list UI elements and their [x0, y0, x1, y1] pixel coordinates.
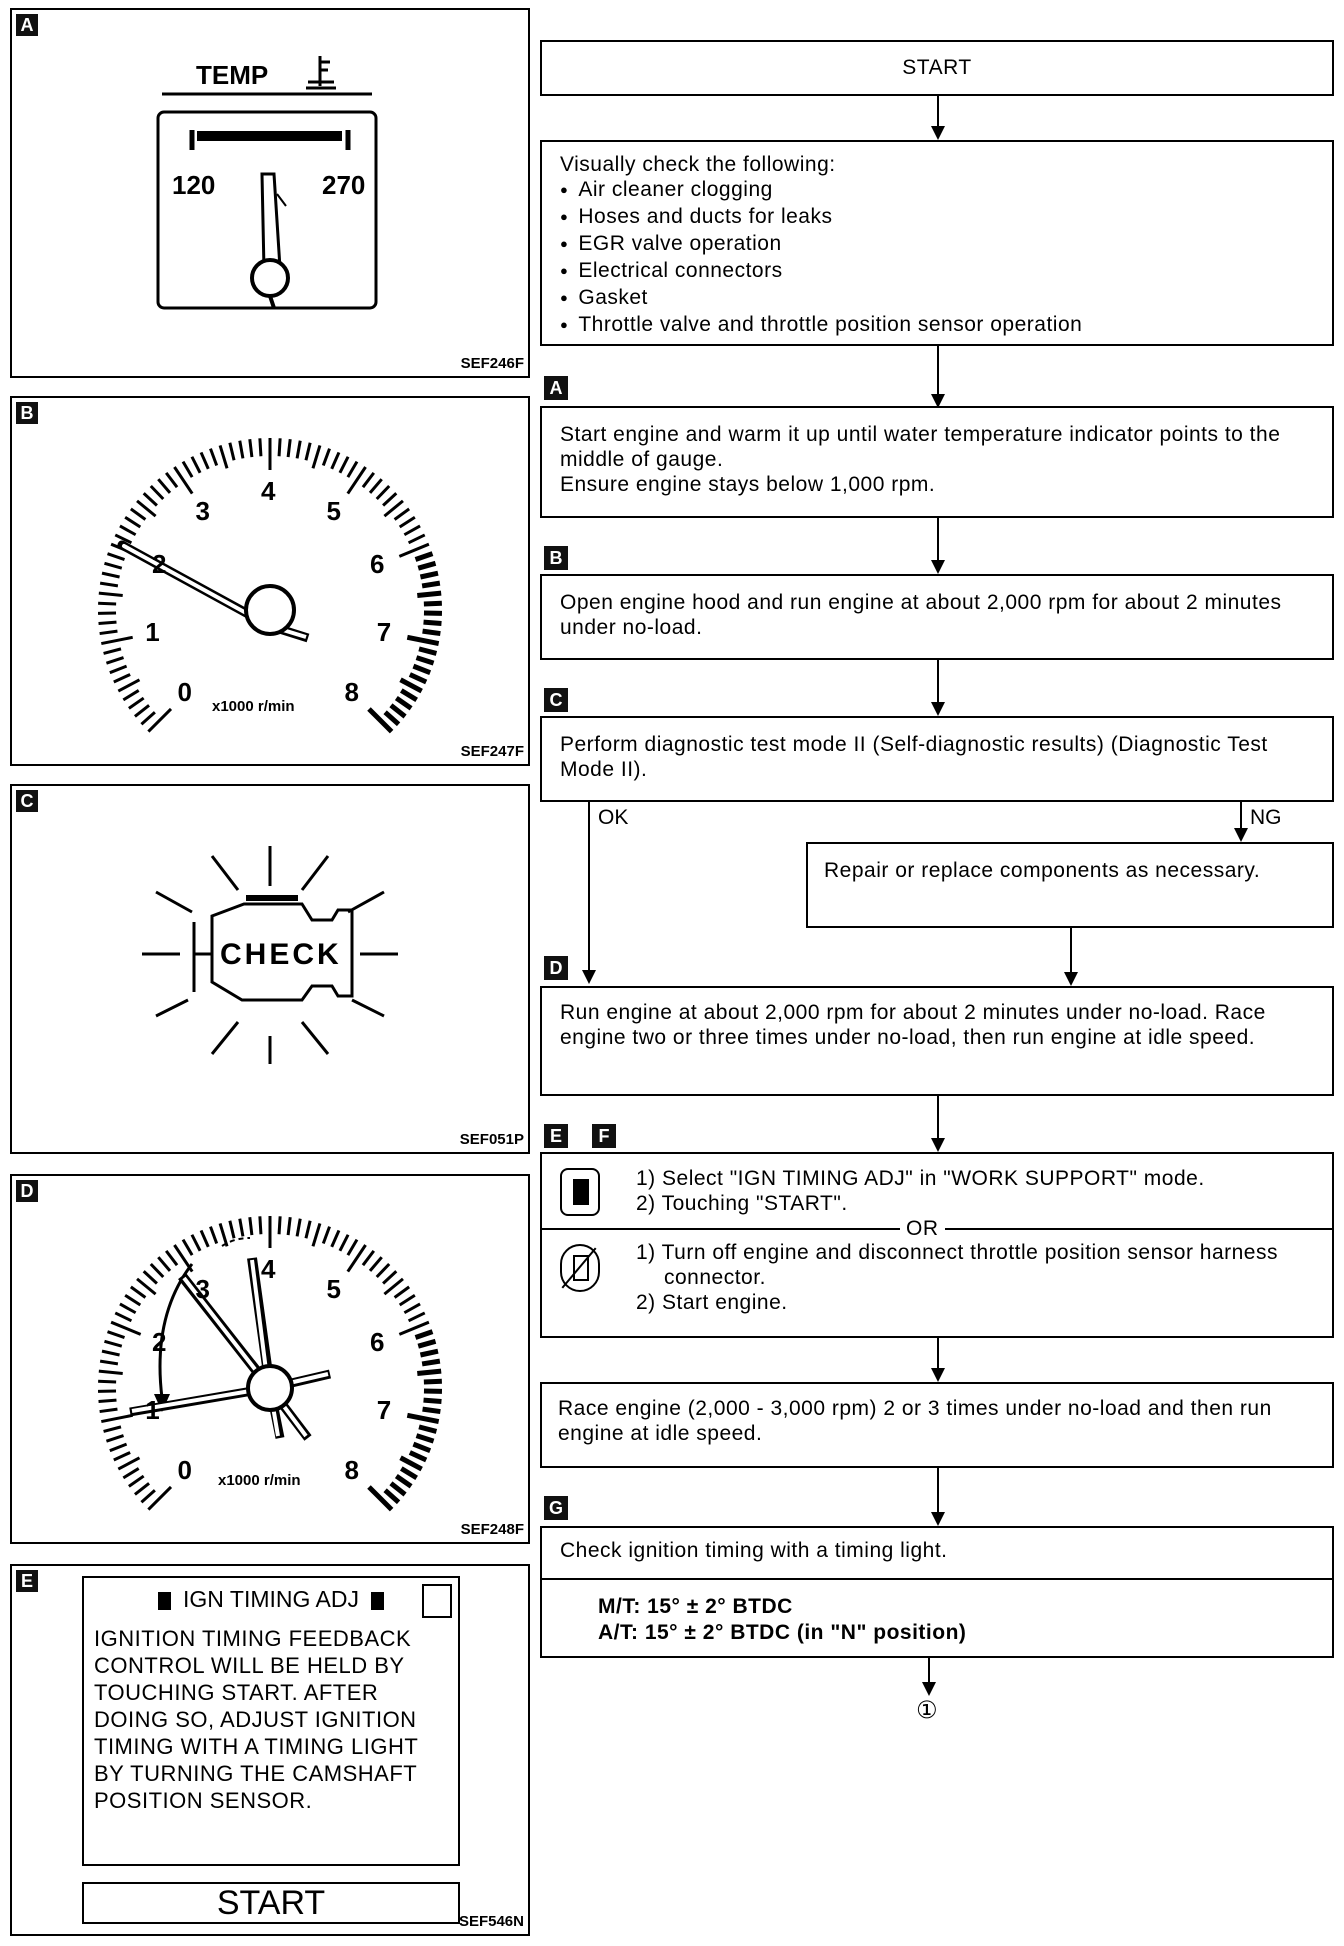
tach-tick [151, 1264, 163, 1277]
step-ef-box [540, 1152, 1334, 1338]
tach-tick [423, 1409, 441, 1411]
tach-tick [151, 486, 163, 499]
list-item: ● Gasket [560, 285, 1314, 312]
tach-label: 5 [326, 1273, 342, 1304]
step-d-text: Run engine at about 2,000 rpm for about 2 minutes under no-load. Race engine two or three times under no-load, then run engine at idle speed. [560, 1001, 1266, 1049]
tach-tick [401, 690, 416, 699]
start-button[interactable]: START [82, 1882, 460, 1924]
tach-tick [144, 1271, 157, 1283]
ng-branch-arrow [1240, 802, 1242, 840]
tach-label: 1 [145, 1395, 160, 1426]
tach-tick [306, 443, 310, 461]
tach-label: 2 [151, 1326, 167, 1357]
tach-label: 6 [370, 1326, 385, 1357]
step-b-box [540, 574, 1334, 660]
step-letter-c: C [544, 688, 568, 712]
tach-tick [401, 1468, 416, 1477]
figure-a-temp-gauge [10, 8, 530, 378]
step-c-box [540, 716, 1334, 802]
flow-arrow [937, 1096, 939, 1150]
tach-label: 4 [261, 476, 276, 506]
repair-box [806, 842, 1334, 928]
tach-label: 8 [344, 677, 359, 708]
tach-tick [100, 631, 118, 633]
tach-tick [410, 1452, 426, 1460]
tach-tick [377, 486, 389, 499]
tach-label: 3 [195, 495, 210, 526]
rpm-unit-label: x1000 r/min [218, 1472, 301, 1489]
temp-title: TEMP [196, 60, 269, 90]
tach-tick [98, 603, 116, 604]
figure-d-tachometer [10, 1174, 530, 1544]
tach-tick [201, 1230, 208, 1246]
screen-title-row [84, 1586, 458, 1613]
tach-tick [410, 674, 426, 682]
timing-spec-mt: M/T: 15° ± 2° BTDC [598, 1595, 793, 1618]
temp-low-label: 120 [172, 170, 216, 200]
tach-tick [107, 1332, 124, 1338]
tach-tick [240, 441, 243, 459]
tach-tick [370, 1257, 382, 1271]
step-c-text: Perform diagnostic test mode II (Self-diagnostic results) (Diagnostic Test Mode II). [560, 733, 1268, 781]
tach-tick [297, 1219, 300, 1237]
consult-icon [560, 1168, 600, 1216]
tach-tick [115, 1313, 131, 1321]
tach-tick [416, 658, 433, 664]
tach-tick [192, 457, 200, 473]
visual-check-list [560, 177, 1314, 339]
tach-tick [250, 439, 252, 457]
figure-code: SEF051P [459, 1131, 524, 1148]
tach-tick [99, 593, 123, 595]
tach-tick [230, 443, 234, 461]
title-marker-icon [158, 1592, 171, 1610]
tach-tick [250, 1217, 252, 1235]
tach-tick [313, 1223, 320, 1246]
tach-tick [123, 1468, 138, 1477]
tach-tick [419, 1427, 436, 1432]
figure-letter: C [16, 790, 38, 812]
tach-tick [210, 1227, 216, 1244]
tach-label: 0 [177, 677, 193, 708]
tach-tick [106, 1436, 123, 1442]
race-engine-text: Race engine (2,000 - 3,000 rpm) 2 or 3 times under no-load and then run engine at idle speed. [558, 1397, 1272, 1445]
tach-tick [210, 449, 216, 466]
timing-spec-at: A/T: 15° ± 2° BTDC (in "N" position) [598, 1621, 967, 1644]
tach-tick [407, 1415, 438, 1421]
tach-tick [166, 473, 177, 487]
tach-tick [288, 1217, 290, 1235]
tach-tick [148, 1487, 171, 1510]
tach-tick [131, 509, 146, 520]
tach-tick [279, 438, 280, 456]
rpm-unit-label: x1000 r/min [212, 698, 295, 715]
tach-tick [101, 637, 132, 643]
tach-tick [148, 709, 171, 732]
tach-tick [220, 445, 227, 468]
tach-tick [183, 1240, 192, 1256]
screen-title: IGN TIMING ADJ [183, 1586, 359, 1612]
tach-tick [348, 1240, 357, 1256]
tach-tick [100, 1361, 118, 1364]
tach-tick [424, 622, 442, 623]
figure-letter: B [16, 402, 38, 424]
tach-tick [323, 449, 329, 466]
tach-tick [323, 1227, 329, 1244]
flow-arrow [937, 660, 939, 714]
step-a-box [540, 406, 1334, 518]
figure-c-check-lamp [10, 784, 530, 1154]
tach-tick [413, 666, 430, 673]
tach-tick [141, 712, 154, 724]
tach-tick [377, 1264, 389, 1277]
figure-letter: A [16, 14, 38, 36]
list-item: ● EGR valve operation [560, 231, 1314, 258]
tach-tick [99, 1400, 117, 1401]
screen-instructions: IGNITION TIMING FEEDBACK CONTROL WILL BE HELD BY TOUCHING START. AFTER DOING SO, ADJUST IGNITION TIMING WITH A TIMING LIGHT BY TURNING THE CAMSHAFT POSITION SENSOR. [94, 1626, 418, 1813]
list-item: ● Electrical connectors [560, 258, 1314, 285]
tach-tick [416, 554, 433, 560]
tach-tick [420, 1351, 438, 1355]
flow-arrow [937, 1468, 939, 1524]
race-engine-box [540, 1382, 1334, 1468]
tach-tick [416, 1436, 433, 1442]
tach-label: 0 [177, 1455, 193, 1486]
tach-label: 7 [376, 617, 392, 648]
tach-tick [102, 573, 120, 577]
tach-tick [419, 649, 436, 654]
tach-tick [135, 1483, 149, 1494]
tach-tick [114, 1452, 130, 1460]
or-label: OR [900, 1216, 945, 1241]
figure-code: SEF546N [458, 1913, 524, 1930]
tach-tick [313, 445, 320, 468]
tach-tick [131, 1287, 146, 1298]
tach-tick [230, 1221, 234, 1239]
temp-gauge-drawing [12, 10, 528, 376]
visual-check-title: Visually check the following: [560, 153, 836, 176]
tach-tick [422, 1361, 440, 1364]
figure-e-consult-screen [10, 1564, 530, 1936]
flow-arrow [937, 518, 939, 572]
figure-code: SEF248F [460, 1521, 524, 1538]
tach-tick [297, 441, 300, 459]
tach-tick [422, 583, 440, 586]
tach-tick [396, 1476, 411, 1486]
flow-arrow [937, 1338, 939, 1380]
visual-check-box [540, 140, 1334, 346]
tach-tick [118, 1458, 139, 1469]
tach-tick [201, 452, 208, 468]
tach-label: 1 [145, 617, 160, 648]
tach-tick [340, 1235, 348, 1251]
step-g-box [540, 1526, 1334, 1658]
figure-code: SEF247F [460, 743, 524, 760]
tach-tick [101, 1415, 132, 1421]
tach-tick [183, 462, 192, 478]
flow-arrow [928, 1658, 930, 1694]
tach-tick [104, 1341, 121, 1346]
tach-tick [110, 666, 127, 673]
tach-tick [100, 1409, 118, 1411]
tach-tick [120, 526, 136, 535]
tach-tick [110, 1444, 127, 1451]
tach-tick [279, 1216, 280, 1234]
flow-start-box [540, 40, 1334, 96]
step-a-text-2: Ensure engine stays below 1,000 rpm. [560, 473, 936, 496]
tach-tick [99, 622, 117, 623]
screen-checkbox[interactable] [422, 1584, 452, 1618]
ok-label: OK [598, 806, 629, 829]
step-g-text: Check ignition timing with a timing light. [560, 1539, 948, 1562]
tach-tick [340, 457, 348, 473]
tach-tick [107, 554, 124, 560]
tach-tick [125, 1295, 140, 1305]
tach-tick [363, 473, 374, 487]
step-letter-e: E [544, 1124, 568, 1148]
tach-tick [420, 573, 438, 577]
thermometer-icon [306, 56, 336, 88]
tach-tick [158, 1257, 170, 1271]
tach-tick [400, 1295, 415, 1305]
tach-tick [396, 698, 411, 708]
figure-code: SEF246F [460, 355, 524, 372]
tach-tick [383, 1271, 396, 1283]
temp-high-label: 270 [322, 170, 366, 200]
tach-tick [106, 658, 123, 664]
tach-tick [407, 637, 438, 643]
step-letter-b: B [544, 546, 568, 570]
tach-tick [424, 1381, 442, 1382]
tach-tick [98, 1381, 116, 1382]
ng-label: NG [1250, 806, 1282, 829]
manual-step-1: 1) Turn off engine and disconnect throttle position sensor harness connector. [636, 1241, 1278, 1289]
tach-tick [385, 1490, 398, 1502]
tach-tick [416, 1332, 433, 1338]
ok-branch-arrow [588, 802, 590, 982]
tach-tick [404, 526, 420, 535]
step-d-box [540, 986, 1334, 1096]
tach-tick [383, 493, 396, 505]
tach-tick [288, 439, 290, 457]
tach-tick [385, 712, 398, 724]
tach-label: 3 [195, 1273, 210, 1304]
step-letter-a: A [544, 376, 568, 400]
tach-tick [102, 1351, 120, 1355]
tach-tick [332, 452, 339, 468]
tach-tick [348, 462, 357, 478]
tach-tick [158, 479, 170, 493]
tach-label: 4 [261, 1254, 276, 1284]
tach-label: 7 [376, 1395, 392, 1426]
tach-tick [260, 438, 261, 456]
tach-tick [166, 1251, 177, 1265]
flow-arrow [1070, 928, 1072, 984]
tach-tick [332, 1230, 339, 1246]
tach-label: 2 [151, 548, 167, 579]
consult-step-1: 1) Select "IGN TIMING ADJ" in "WORK SUPPORT" mode. [636, 1167, 1205, 1190]
tach-tick [418, 1341, 435, 1346]
flow-start-label: START [902, 56, 972, 79]
tach-tick [395, 509, 410, 520]
continue-marker: ① [916, 1697, 938, 1724]
tach-tick [111, 1322, 141, 1334]
tach-tick [395, 1287, 410, 1298]
tach-tick [123, 690, 138, 699]
tach-tick [391, 705, 405, 716]
tach-tick [370, 479, 382, 493]
manual-step-2: 2) Start engine. [636, 1291, 788, 1314]
list-item: ● Air cleaner clogging [560, 177, 1314, 204]
flow-arrow [937, 96, 939, 138]
list-item: ● Throttle valve and throttle position sensor operation [560, 312, 1314, 339]
tach-tick [260, 1216, 261, 1234]
tach-tick [135, 705, 149, 716]
tach-tick [104, 563, 121, 568]
tach-label: 6 [370, 548, 385, 579]
tach-tick [100, 583, 118, 586]
flow-arrow [937, 346, 939, 406]
consult-screen [82, 1576, 460, 1866]
step-b-text: Open engine hood and run engine at about 2,000 rpm for about 2 minutes under no-load. [560, 591, 1282, 639]
tach-tick [240, 1219, 243, 1237]
tach-tick [129, 1476, 144, 1486]
tach-tick [120, 1304, 136, 1313]
repair-text: Repair or replace components as necessary. [824, 859, 1261, 882]
tach-tick [409, 1313, 425, 1321]
tach-tick [99, 1371, 123, 1373]
tach-tick [104, 1427, 121, 1432]
tach-tick [413, 1444, 430, 1451]
step-letter-d: D [544, 956, 568, 980]
tach-tick [363, 1251, 374, 1265]
figure-b-tachometer [10, 396, 530, 766]
step-letter-f: F [592, 1124, 616, 1148]
tach-tick [409, 535, 425, 543]
tach-tick [404, 1304, 420, 1313]
tach-tick [144, 493, 157, 505]
tach-tick [114, 674, 130, 682]
tach-tick [129, 698, 144, 708]
no-consult-icon [560, 1244, 600, 1292]
title-marker-icon [371, 1592, 384, 1610]
figure-letter: E [16, 1570, 38, 1592]
tach-tick [391, 1483, 405, 1494]
tach-tick [424, 603, 442, 604]
tach-tick [417, 593, 441, 595]
tach-tick [424, 1400, 442, 1401]
tach-tick [125, 517, 140, 527]
tach-tick [418, 563, 435, 568]
step-a-text: Start engine and warm it up until water temperature indicator points to the middle of gauge. [560, 423, 1281, 471]
tach-tick [192, 1235, 200, 1251]
tach-tick [141, 1490, 154, 1502]
list-item: ● Hoses and ducts for leaks [560, 204, 1314, 231]
tach-tick [423, 631, 441, 633]
tach-tick [104, 649, 121, 654]
tach-label: 5 [326, 495, 342, 526]
tach-label: 8 [344, 1455, 359, 1486]
tach-tick [400, 517, 415, 527]
figure-letter: D [16, 1180, 38, 1202]
tach-tick [417, 1371, 441, 1373]
step-letter-g: G [544, 1496, 568, 1520]
tach-tick [118, 680, 139, 691]
tach-tick [306, 1221, 310, 1239]
consult-step-2: 2) Touching "START". [636, 1192, 848, 1215]
check-label: CHECK [220, 938, 342, 971]
